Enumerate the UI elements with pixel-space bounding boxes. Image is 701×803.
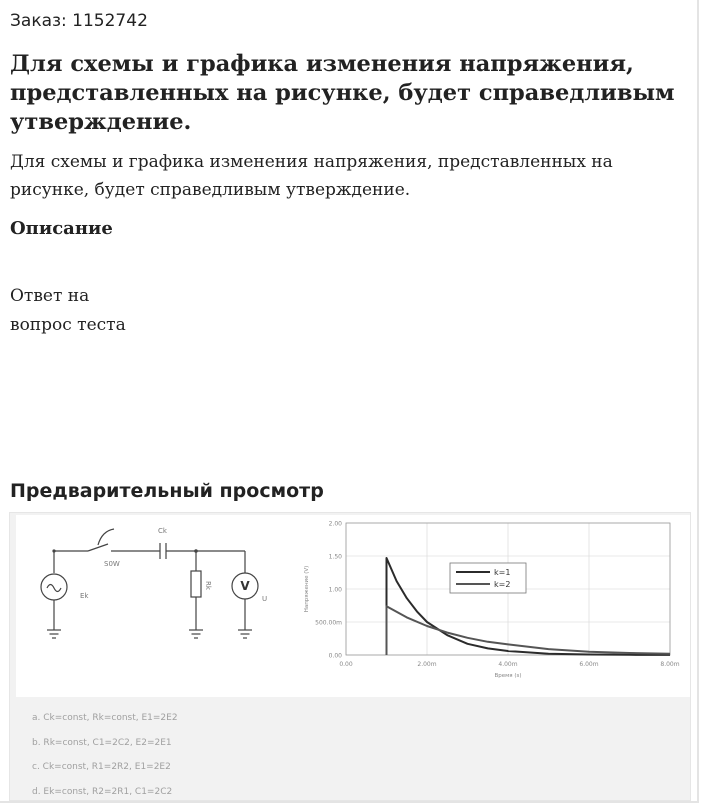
answer-line-1: Ответ на [10, 286, 90, 306]
voltage-chart [290, 515, 690, 697]
answer-text [10, 282, 310, 340]
x-tick-label: 0.00 [339, 661, 353, 668]
y-tick-label: 1.00 [328, 586, 342, 594]
y-tick-label: 2.00 [328, 520, 342, 528]
y-tick-label: 1.50 [328, 553, 342, 561]
preview-panel [9, 512, 691, 801]
series-line-1 [387, 558, 671, 655]
answer-options [32, 706, 178, 801]
source-label: Ek [80, 592, 89, 600]
switch-label: S0W [104, 560, 120, 568]
x-tick-label: 6.00m [579, 661, 599, 668]
preview-heading: Предварительный просмотр [10, 480, 324, 502]
answer-line-2: вопрос теста [10, 315, 126, 335]
resistor-label: Rk [204, 581, 212, 590]
preview-figure [16, 515, 690, 697]
x-tick-label: 4.00m [498, 661, 518, 668]
circuit-diagram [16, 515, 286, 697]
x-tick-label: 8.00m [660, 661, 680, 668]
legend-box [450, 563, 526, 593]
capacitor-label: Ck [158, 527, 167, 535]
x-axis-label: Время (s) [494, 673, 522, 679]
order-number: Заказ: 1152742 [10, 11, 148, 31]
question-text: Для схемы и графика изменения напряжения, представленных на рисунке, будет справедливым утверждение. [10, 152, 613, 200]
option-a[interactable]: a. Ck=const, Rk=const, E1=2E2 [32, 713, 178, 723]
description-heading: Описание [10, 218, 113, 239]
option-c[interactable]: c. Ck=const, R1=2R2, E1=2E2 [32, 762, 171, 772]
option-d[interactable]: d. Ek=const, R2=2R1, C1=2C2 [32, 786, 173, 797]
legend-label-1: k=1 [494, 568, 511, 577]
y-tick-label: 0.00 [328, 652, 342, 660]
voltmeter-label: U [262, 595, 268, 603]
page-title: Для схемы и графика изменения напряжения, представленных на рисунке, будет справедливым утверждение. [10, 51, 675, 135]
switch-blade [88, 544, 108, 551]
voltmeter-symbol: V [240, 579, 250, 593]
series-line-2 [387, 606, 671, 655]
y-axis-label: Напряжение (V) [304, 565, 310, 613]
legend-label-2: k=2 [494, 580, 511, 589]
x-tick-label: 2.00m [417, 661, 437, 668]
option-b[interactable]: b. Rk=const, C1=2C2, E2=2E1 [32, 737, 172, 748]
y-tick-label: 500.00m [315, 619, 342, 627]
